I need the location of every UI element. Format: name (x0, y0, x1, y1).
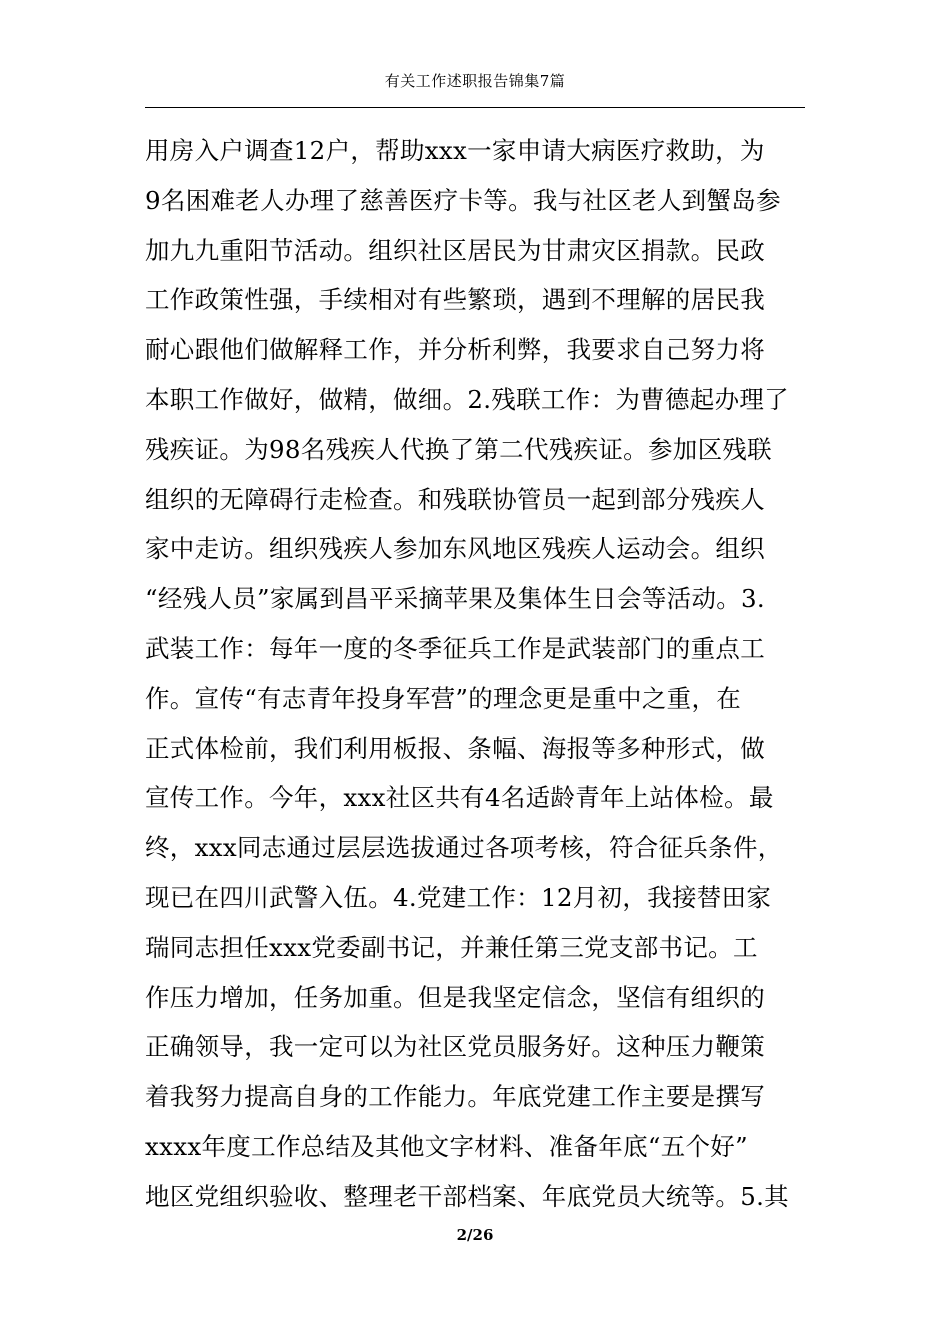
text-line: 宣传工作。今年，xxx社区共有4名适龄青年上站体检。最 (145, 783, 774, 813)
text-line: 工作政策性强，手续相对有些繁琐，遇到不理解的居民我 (145, 285, 765, 315)
text-line: 9名困难老人办理了慈善医疗卡等。我与社区老人到蟹岛参 (145, 185, 781, 215)
text-line: 组织的无障碍行走检查。和残联协管员一起到部分残疾人 (145, 484, 765, 514)
text-line: 现已在四川武警入伍。4.党建工作：12月初，我接替田家 (145, 882, 772, 912)
text-line: 瑞同志担任xxx党委副书记，并兼任第三党支部书记。工 (145, 932, 758, 962)
text-line: 武装工作：每年一度的冬季征兵工作是武装部门的重点工 (145, 633, 765, 663)
text-line: 耐心跟他们做解释工作，并分析利弊，我要求自己努力将 (145, 335, 765, 365)
document-title: 有关工作述职报告锦集7篇 (384, 72, 566, 90)
text-line: “经残人员”家属到昌平采摘苹果及集体生日会等活动。3. (145, 584, 766, 614)
text-line: xxxx年度工作总结及其他文字材料、准备年底“五个好” (145, 1131, 748, 1161)
text-line: 用房入户调查12户，帮助xxx一家申请大病医疗救助，为 (145, 136, 765, 165)
text-line: 家中走访。组织残疾人参加东风地区残疾人运动会。组织 (145, 534, 765, 564)
body-text (145, 126, 810, 1222)
text-line: 地区党组织验收、整理老干部档案、年底党员大统等。5.其 (145, 1181, 789, 1211)
text-line: 加九九重阳节活动。组织社区居民为甘肃灾区捐款。民政 (145, 235, 765, 265)
text-line: 残疾证。为98名残疾人代换了第二代残疾证。参加区残联 (145, 434, 772, 464)
text-line: 作。宣传“有志青年投身军营”的理念更是重中之重，在 (145, 683, 742, 713)
text-line: 正式体检前，我们利用板报、条幅、海报等多种形式，做 (145, 733, 765, 763)
text-line: 着我努力提高自身的工作能力。年底党建工作主要是撰写 (145, 1082, 765, 1112)
text-line: 正确领导，我一定可以为社区党员服务好。这种压力鞭策 (145, 1032, 765, 1062)
page-header (145, 62, 805, 108)
text-line: 终，xxx同志通过层层选拔通过各项考核，符合征兵条件， (145, 833, 783, 863)
page-number: 2/26 (456, 1226, 494, 1244)
text-line: 本职工作做好，做精，做细。2.残联工作：为曹德起办理了 (145, 384, 789, 414)
text-line: 作压力增加，任务加重。但是我坚定信念，坚信有组织的 (145, 982, 765, 1012)
